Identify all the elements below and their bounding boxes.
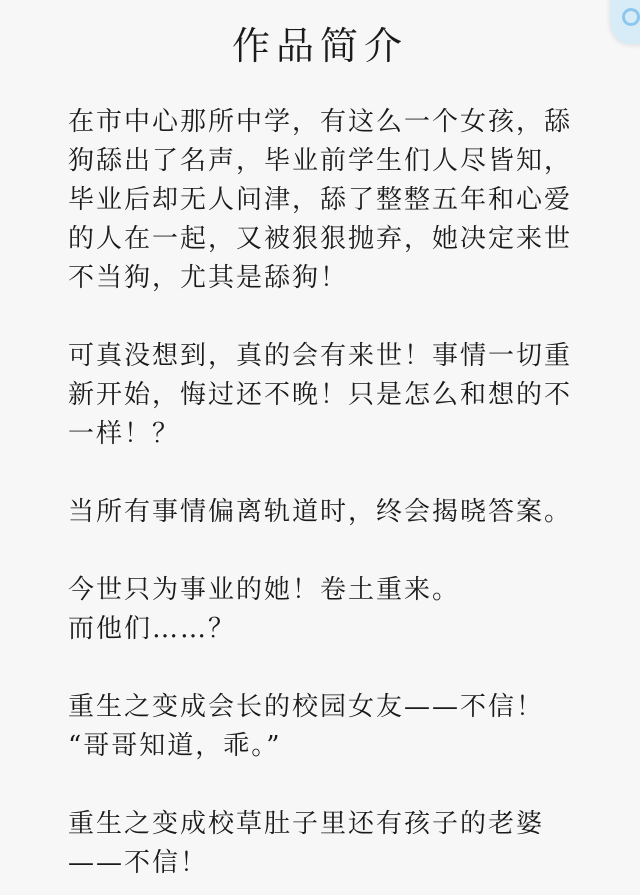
paragraph-spacer bbox=[68, 298, 588, 337]
paragraph-spacer bbox=[68, 532, 588, 571]
paragraph-spacer bbox=[68, 454, 588, 493]
paragraph-3: 当所有事情偏离轨道时，终会揭晓答案。 bbox=[68, 497, 573, 527]
paragraph-6: 重生之变成校草肚子里还有孩子的老婆——不信！ bbox=[68, 809, 545, 878]
paragraph-5: 重生之变成会长的校园女友——不信！ “哥哥知道，乖。” bbox=[68, 692, 545, 761]
paragraph-1: 在市中心那所中学，有这么一个女孩，舔狗舔出了名声，毕业前学生们人尽皆知，毕业后却无人问津，舔了整整五年和心爱的人在一起，又被狠狠抛弃，她决定来世不当狗，尤其是舔狗！ bbox=[68, 107, 573, 293]
synopsis-body bbox=[68, 103, 588, 883]
paragraph-4: 今世只为事业的她！卷土重来。 而他们……？ bbox=[68, 575, 461, 644]
paragraph-spacer bbox=[68, 766, 588, 805]
paragraph-spacer bbox=[68, 649, 588, 688]
page-title: 作品简介 bbox=[231, 24, 408, 68]
paragraph-2: 可真没想到，真的会有来世！事情一切重新开始，悔过还不晚！只是怎么和想的不一样！？ bbox=[68, 341, 573, 449]
